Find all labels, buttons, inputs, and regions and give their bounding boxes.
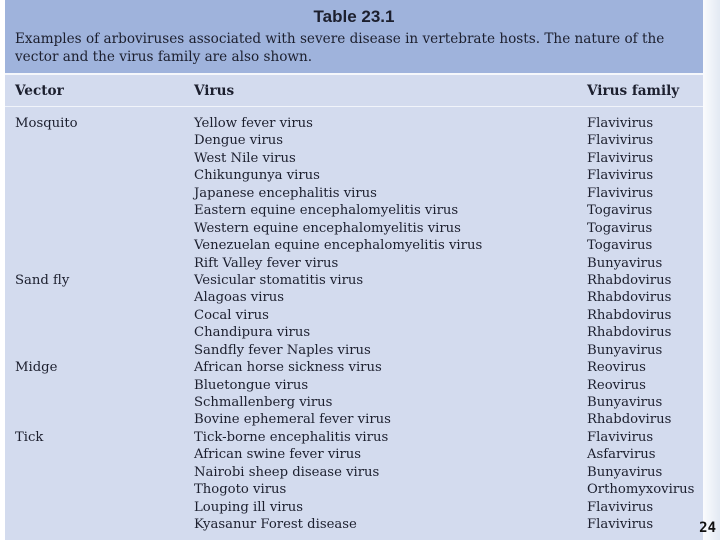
table-row	[5, 150, 703, 167]
table-caption: Examples of arboviruses associated with severe disease in vertebrate hosts. The nature of the vector and the virus family are also shown.	[15, 31, 665, 65]
virus-cell: Cocal virus	[194, 307, 269, 323]
arbovirus-table	[5, 0, 703, 540]
table-row	[5, 185, 703, 202]
virus-family-cell: Rhabdovirus	[587, 412, 672, 428]
table-row	[5, 394, 703, 411]
virus-cell: African horse sickness virus	[194, 360, 382, 376]
virus-family-cell: Flavivirus	[587, 150, 654, 166]
virus-family-cell: Togavirus	[587, 220, 653, 236]
table-row	[5, 220, 703, 237]
virus-cell: Tick-borne encephalitis virus	[194, 429, 389, 445]
virus-family-cell: Bunyavirus	[587, 395, 663, 410]
table-row	[5, 307, 703, 324]
header-divider	[5, 106, 703, 107]
table-row	[5, 167, 703, 184]
virus-family-cell: Flavivirus	[587, 517, 654, 533]
virus-cell: Chikungunya virus	[194, 168, 320, 184]
virus-cell: Louping ill virus	[194, 499, 304, 515]
virus-family-cell: Asfarvirus	[587, 447, 656, 463]
virus-cell: Schmallenberg virus	[194, 395, 333, 410]
table-row	[5, 359, 703, 376]
virus-cell: West Nile virus	[194, 150, 296, 166]
virus-cell: Dengue virus	[194, 133, 284, 149]
virus-cell: Bovine ephemeral fever virus	[194, 412, 391, 428]
slide-edge-decoration	[700, 0, 720, 540]
table-row	[5, 429, 703, 446]
table-row	[5, 516, 703, 533]
virus-family-cell: Bunyavirus	[587, 255, 663, 271]
virus-cell: Vesicular stomatitis virus	[194, 272, 364, 288]
virus-family-cell: Reovirus	[587, 360, 646, 376]
vector-label: Mosquito	[15, 116, 78, 131]
virus-family-cell: Flavivirus	[587, 116, 654, 131]
virus-cell: African swine fever virus	[194, 447, 362, 463]
virus-family-cell: Flavivirus	[587, 133, 654, 149]
column-header-virus: Virus	[194, 83, 235, 99]
table-row	[5, 255, 703, 272]
table-row	[5, 464, 703, 481]
table-row	[5, 132, 703, 149]
virus-family-cell: Orthomyxovirus	[587, 482, 695, 498]
page-number: 24	[699, 520, 716, 536]
vector-label: Midge	[15, 360, 58, 376]
virus-cell: Western equine encephalomyelitis virus	[194, 220, 461, 236]
virus-cell: Sandfly fever Naples virus	[194, 342, 371, 358]
table-row	[5, 446, 703, 463]
table-title: Table 23.1	[313, 7, 395, 26]
vector-label: Sand fly	[15, 273, 70, 289]
table-row	[5, 377, 703, 394]
virus-family-cell: Flavivirus	[587, 499, 654, 515]
virus-family-cell: Bunyavirus	[587, 464, 663, 480]
virus-family-cell: Rhabdovirus	[587, 272, 672, 288]
virus-family-cell: Flavivirus	[587, 168, 654, 184]
virus-family-cell: Togavirus	[587, 203, 653, 219]
virus-family-cell: Rhabdovirus	[587, 325, 672, 341]
virus-cell: Bluetongue virus	[194, 377, 309, 393]
column-header-vector: Vector	[15, 83, 64, 99]
virus-cell: Chandipura virus	[194, 325, 311, 341]
vector-label: Tick	[15, 430, 44, 446]
table-header-band	[5, 0, 703, 75]
table-row	[5, 115, 703, 132]
table-row	[5, 237, 703, 254]
table-row	[5, 324, 703, 341]
virus-family-cell: Flavivirus	[587, 185, 654, 201]
virus-cell: Venezuelan equine encephalomyelitis virus	[194, 238, 483, 254]
virus-family-cell: Flavivirus	[587, 429, 654, 445]
table-row	[5, 342, 703, 359]
virus-cell: Nairobi sheep disease virus	[194, 464, 380, 480]
table-body	[5, 115, 703, 534]
table-row	[5, 272, 703, 289]
column-header-family: Virus family	[587, 83, 680, 99]
virus-cell: Rift Valley fever virus	[194, 255, 339, 271]
virus-family-cell: Rhabdovirus	[587, 290, 672, 306]
virus-cell: Yellow fever virus	[194, 116, 313, 131]
virus-family-cell: Rhabdovirus	[587, 307, 672, 323]
virus-cell: Alagoas virus	[194, 290, 285, 306]
virus-cell: Japanese encephalitis virus	[194, 185, 377, 201]
virus-family-cell: Togavirus	[587, 238, 653, 254]
virus-cell: Eastern equine encephalomyelitis virus	[194, 203, 459, 219]
virus-cell: Kyasanur Forest disease	[194, 517, 357, 533]
table-row	[5, 481, 703, 498]
virus-family-cell: Bunyavirus	[587, 342, 663, 358]
table-row	[5, 289, 703, 306]
virus-cell: Thogoto virus	[194, 482, 287, 498]
table-row	[5, 411, 703, 428]
table-row	[5, 202, 703, 219]
table-row	[5, 499, 703, 516]
virus-family-cell: Reovirus	[587, 377, 646, 393]
